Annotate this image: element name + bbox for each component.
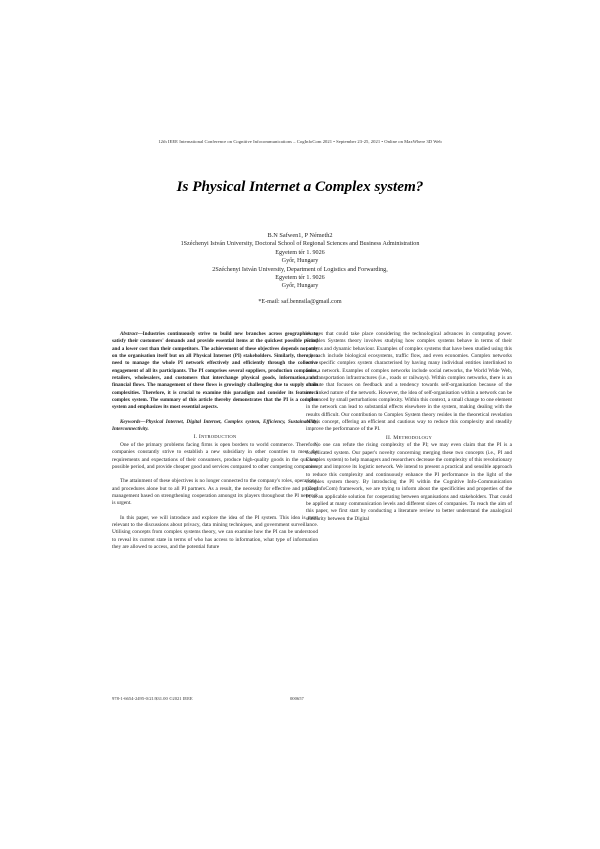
author-email: *E-mail: saf.bennsila@gmail.com: [258, 298, 342, 305]
paper-title: Is Physical Internet a Complex system?: [176, 178, 424, 195]
affiliation-line: Győr, Hungary: [281, 258, 319, 265]
right-column: [306, 331, 512, 523]
section-initial: I: [198, 434, 201, 441]
section-number: I.: [193, 434, 198, 441]
section-title-rest: NTRODUCTION: [200, 434, 237, 440]
footer-page-number: 000657: [290, 696, 304, 701]
section-heading-methodology: [306, 434, 512, 442]
footer-isbn: 978-1-6654-2495-0/21/$31.00 ©2021 IEEE: [112, 696, 193, 701]
author-names: B.N Safwen1, P Németh2: [267, 232, 333, 239]
author-block: [0, 232, 600, 306]
section-heading-introduction: [112, 433, 318, 441]
abstract-lead: Abstract: [120, 331, 138, 337]
affiliation-line: 2Széchenyi István University, Department of Logistics and Forwarding,: [212, 266, 388, 273]
paragraph: changes that could take place considering the technological advances in computing power. Complex Systems theory involves studying how complex systems behave in terms of their patterns and dynamic behaviour. Examples of complex systems that have been studied using this approach include biological ecosystems, traffic flow, and even economies. Complex networks are a specific complex system characterised by having many individual entities interlinked to form a network. Examples of complex networks include social networks, the World Wide Web, and transportation infrastructures (i.e., roads or railways). Within complex networks, there is an attribute that focuses on feedback and a tendency towards self-organisation because of the interlinked nature of the network. However, the idea of self-organisation within a network can be influenced by small perturbations complexity. Within this context, a small change to one element in the network can lead to substantial effects elsewhere in the system, making dealing with the results difficult. Our contribution to Complex System theory resides in the theoretical revelation of this concept, offering an efficient and cautious way to reduce this complexity and steadily improve the performance of the PI.: [306, 331, 512, 433]
paragraph: One of the primary problems facing firms is open borders to world commerce. Therefore, companies constantly strive to establish a new subsidiary in other countries to meet the requirements and expectations of their consumers, produce high-quality goods in the quickest possible period, and provide cheaper good and services compared to other competing companies.: [112, 441, 318, 470]
affiliation-line: Egyetem tér 1. 9026: [275, 275, 325, 282]
affiliation-line: Győr, Hungary: [281, 283, 319, 290]
abstract: [112, 331, 318, 412]
abstract-text: —Industries continuously strive to build new branches across geographies to satisfy their customers' demands and provide essential items at the quickest possible period and a lower cost than their competitors. The achievement of these objectives depends not only on the organisation itself but on all Physical Internet (PI) stakeholders. Similarly, there is a need to manage the whole PI network effectively and efficiently through the collective engagement of all its participants. The PI comprises several suppliers, production companies, retailers, wholesalers, and customers that interchange physical goods, information, and financial flows. The management of these flows is growingly challenging due to supply chain complexities. Therefore, it is crucial to examine this paradigm and consider its features a complex system. The summary of this article thereby demonstrates that the PI is a complex system and emphasizes its most essential aspects.: [112, 331, 318, 411]
paragraph: The attainment of these objectives is no longer connected to the company's roles, operations, and procedures alone but to all PI partners. As a result, the necessity for effective and prudent management based on strengthening cooperation amongst its players throughout the PI network is urgent.: [112, 478, 318, 507]
paragraph: In this paper, we will introduce and explore the idea of the PI system. This idea is most relevant to the discussions about privacy, data mining techniques, and government surveillance. Utilising concepts from complex systems theory, we can examine how the PI can be understood to reveal its current state in terms of who has access to information, what type of information they are allowed to access, and the potential future: [112, 514, 318, 550]
paragraph: No one can refute the rising complexity of the PI; we may even claim that the PI is a complicated system. Our paper's novelty concerning merging these two concepts (i.e., PI and Complex system) to help managers and researchers decrease the complexity of this revolutionary concept and improve its logistic network. We intend to present a practical and sensible approach to reduce this complexity and continuously enhance the PI performance in the light of the complex system theory. By introducing the PI within the Cognitive Info-Communication (CogInfoCom) framework, we are trying to inform about the specificities and properties of the PI as an applicable solution for cooperating between organisations and stakeholders. That could be applied at many communication levels and different sizes of companies. To reach the aim of this paper, we first start by conducting a literature review to better understand the analogical similarity between the Digital: [306, 442, 512, 522]
section-title-rest: ETHODOLOGY: [398, 434, 433, 440]
conference-header: 12th IEEE International Conference on Cognitive Infocommunications – CogInfoCom 2021 • September 23-25, 2021 • Online on MaxWhere 3D Web: [158, 139, 442, 144]
affiliation-line: Egyetem tér 1. 9026: [275, 249, 325, 256]
section-number: II.: [385, 434, 392, 441]
affiliation-line: 1Széchenyi István University, Doctoral School of Regional Sciences and Business Administration: [180, 241, 420, 248]
keywords: Keywords—Physical Internet, Digital Internet, Complex system, Efficiency, Sustainability, Interconnectivity.: [112, 418, 318, 433]
left-column: [112, 331, 318, 551]
section-initial: M: [393, 434, 399, 441]
